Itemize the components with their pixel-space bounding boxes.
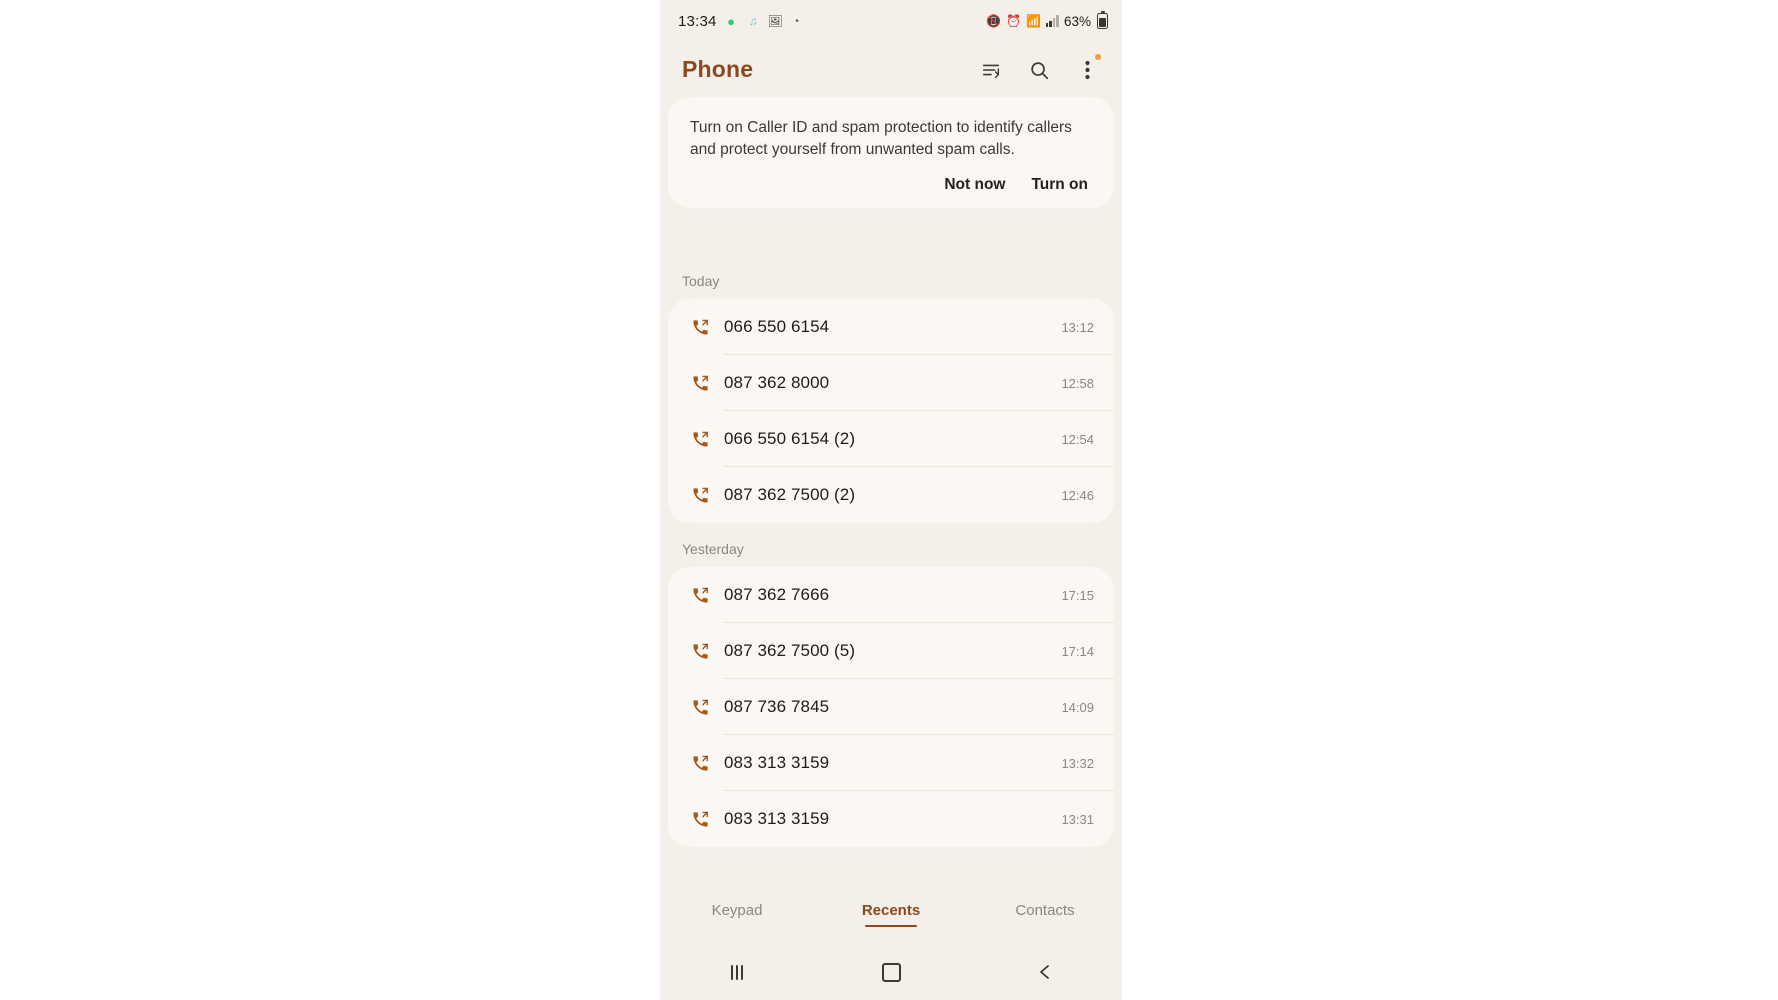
tab-keypad-label: Keypad: [711, 901, 763, 919]
outgoing-call-icon: [686, 811, 714, 828]
outgoing-call-icon: [686, 755, 714, 772]
call-number: 087 362 7500 (5): [724, 641, 856, 660]
outgoing-call-icon: [686, 487, 714, 504]
status-bar-right: [986, 13, 1108, 29]
call-number: 083 313 3159: [724, 753, 830, 772]
call-log-list[interactable]: [660, 255, 1122, 880]
search-icon[interactable]: [1026, 57, 1052, 83]
call-time: 14:09: [1061, 699, 1094, 715]
more-options-icon[interactable]: [1074, 57, 1100, 83]
battery-icon: [1097, 13, 1108, 29]
status-time: 13:34: [678, 12, 717, 30]
whatsapp-icon: ●: [727, 13, 735, 29]
notification-badge: [1095, 54, 1101, 60]
call-log-row[interactable]: [668, 411, 1114, 467]
status-bar-left: [678, 13, 986, 30]
call-time: 13:32: [1061, 755, 1094, 771]
call-number: 087 736 7845: [724, 697, 830, 716]
call-time: 12:54: [1061, 431, 1094, 447]
call-log-row[interactable]: [668, 355, 1114, 411]
caller-id-promo-card: [668, 97, 1114, 208]
outgoing-call-icon: [686, 699, 714, 716]
tab-recents-label: Recents: [861, 901, 921, 919]
bottom-tab-bar: [660, 880, 1122, 944]
back-icon[interactable]: [968, 962, 1122, 982]
call-log-row[interactable]: [668, 567, 1114, 623]
caller-id-promo-actions: [690, 176, 1092, 194]
alarm-icon: ⏰: [1005, 13, 1021, 28]
call-time: 17:14: [1061, 643, 1094, 659]
call-time: 17:15: [1061, 587, 1094, 603]
signal-icon: [1046, 15, 1059, 27]
status-bar: [660, 0, 1122, 42]
wifi-calling-icon: 📶: [1025, 13, 1041, 28]
section-label-today: Today: [682, 273, 720, 289]
tab-contacts-label: Contacts: [1015, 901, 1075, 919]
call-number: 087 362 7500 (2): [724, 485, 856, 504]
outgoing-call-icon: [686, 587, 714, 604]
call-time: 12:46: [1061, 487, 1094, 503]
call-time: 12:58: [1061, 375, 1094, 391]
call-number: 066 550 6154: [724, 317, 830, 336]
call-number: 083 313 3159: [724, 809, 830, 828]
call-time: 13:12: [1061, 319, 1094, 335]
tab-active-indicator: [865, 925, 917, 927]
app-header: [660, 42, 1122, 95]
turn-on-button[interactable]: Turn on: [1031, 175, 1088, 193]
not-now-button[interactable]: Not now: [944, 175, 1006, 193]
page-title: Phone: [682, 56, 754, 82]
tiktok-icon: ♫: [748, 13, 758, 28]
section-label-yesterday: Yesterday: [682, 541, 744, 557]
call-log-row[interactable]: [668, 623, 1114, 679]
call-number: 087 362 7666: [724, 585, 830, 604]
caller-id-promo-text: Turn on Caller ID and spam protection to identify callers and protect yourself from unwanted spam calls.: [690, 119, 1072, 159]
tab-contacts[interactable]: [968, 896, 1122, 929]
call-log-row[interactable]: [668, 679, 1114, 735]
call-number: 066 550 6154 (2): [724, 429, 856, 448]
recent-apps-icon[interactable]: [660, 965, 814, 980]
vibrate-icon: 📵: [985, 13, 1001, 28]
dot-icon: •: [795, 15, 799, 27]
outgoing-call-icon: [686, 375, 714, 392]
call-log-row[interactable]: [668, 467, 1114, 523]
android-nav-bar: [660, 944, 1122, 1000]
call-log-row[interactable]: [668, 791, 1114, 847]
call-number: 087 362 8000: [724, 373, 830, 392]
call-group-yesterday: [668, 567, 1114, 847]
tab-recents[interactable]: [814, 896, 968, 929]
tab-keypad[interactable]: [660, 896, 814, 929]
gallery-icon: 🖼: [767, 13, 783, 28]
phone-screen: [660, 0, 1122, 1000]
call-log-row[interactable]: [668, 299, 1114, 355]
home-icon[interactable]: [814, 963, 968, 982]
outgoing-call-icon: [686, 643, 714, 660]
header-actions: [978, 57, 1104, 83]
outgoing-call-icon: [686, 431, 714, 448]
call-log-row[interactable]: [668, 735, 1114, 791]
call-group-today: [668, 299, 1114, 523]
sort-icon[interactable]: [978, 57, 1004, 83]
outgoing-call-icon: [686, 319, 714, 336]
battery-percent: 63%: [1063, 13, 1091, 29]
call-time: 13:31: [1061, 811, 1094, 827]
